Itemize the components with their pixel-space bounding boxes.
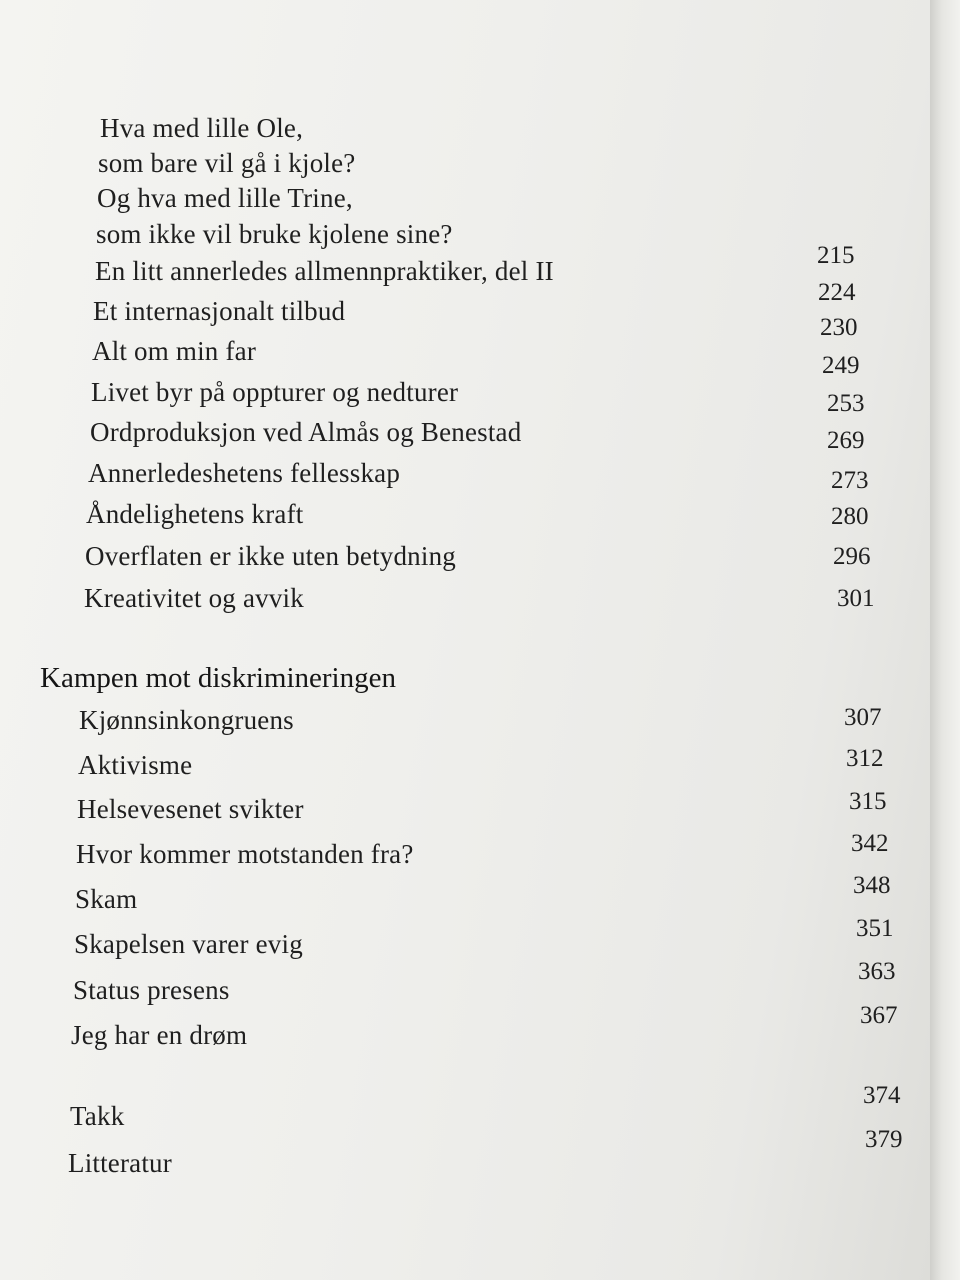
toc-entry-title: Jeg har en drøm: [71, 1020, 248, 1050]
toc-entry-page: 230: [820, 314, 858, 341]
section-heading: Kampen mot diskrimineringen: [40, 662, 396, 694]
toc-entry-title: Kjønnsinkongruens: [79, 705, 294, 735]
toc-entry-page: 315: [849, 788, 887, 815]
toc-entry-title: Takk: [70, 1101, 125, 1131]
toc-entry-title: Helsevesenet svikter: [77, 794, 304, 824]
toc-entry-page: 312: [846, 745, 884, 772]
toc-entry-page: 301: [837, 585, 875, 612]
toc-entry-page: 379: [865, 1126, 903, 1153]
toc-entry-page: 296: [833, 543, 871, 570]
toc-entry-page: 351: [856, 915, 894, 942]
toc-entry-title: Åndelighetens kraft: [86, 499, 304, 529]
toc-entry-page: 363: [858, 958, 896, 985]
toc-entry-title: Livet byr på oppturer og nedturer: [91, 377, 459, 407]
toc-entry-page: 280: [831, 503, 869, 530]
toc-entry-page: 215: [817, 242, 855, 269]
toc-entry-title: Hvor kommer motstanden fra?: [76, 839, 414, 869]
toc-entry-title: Et internasjonalt tilbud: [93, 296, 346, 326]
toc-entry-page: 249: [822, 352, 860, 379]
toc-entry-title: Kreativitet og avvik: [84, 583, 304, 613]
toc-entry-title: En litt annerledes allmennpraktiker, del II: [95, 256, 554, 286]
toc-entry-title: Ordproduksjon ved Almås og Benestad: [90, 417, 522, 447]
toc-entry-page: 307: [844, 704, 882, 731]
poem-line: som bare vil gå i kjole?: [98, 148, 356, 178]
toc-entry-page: 367: [860, 1002, 898, 1029]
poem-line: Og hva med lille Trine,: [97, 183, 353, 213]
toc-entry-title: Skapelsen varer evig: [74, 929, 303, 959]
poem-line: som ikke vil bruke kjolene sine?: [96, 219, 453, 249]
toc-entry-page: 273: [831, 467, 869, 494]
toc-entry-page: 348: [853, 872, 891, 899]
toc-entry-title: Skam: [75, 884, 138, 914]
poem-line: Hva med lille Ole,: [100, 113, 304, 143]
toc-entry-page: 342: [851, 830, 889, 857]
toc-entry-title: Aktivisme: [78, 750, 193, 780]
toc-entry-page: 374: [863, 1082, 901, 1109]
toc-entry-title: Alt om min far: [92, 336, 257, 366]
toc-entry-page: 269: [827, 427, 865, 454]
toc-entry-page: 224: [818, 279, 856, 306]
toc-entry-title: Status presens: [73, 975, 230, 1005]
toc-entry-title: Litteratur: [68, 1148, 172, 1178]
toc-entry-page: 253: [827, 390, 865, 417]
toc-entry-title: Annerledeshetens fellesskap: [88, 458, 401, 488]
toc-entry-title: Overflaten er ikke uten betydning: [85, 541, 456, 571]
